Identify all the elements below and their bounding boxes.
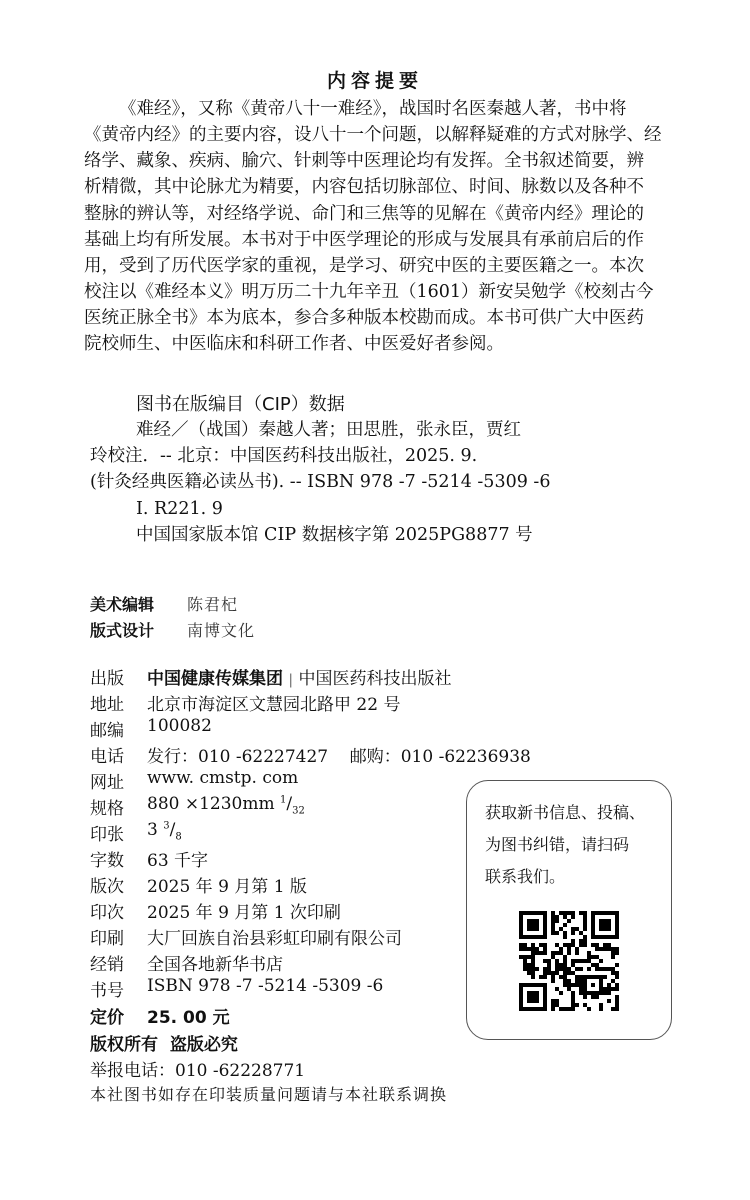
summary-line: 用，受到了历代医学家的重视，是学习、研究中医的主要医籍之一。本次 [84, 256, 644, 276]
summary-line: 整脉的辨认等，对经络学说、命门和三焦等的见解在《黄帝内经》理论的 [84, 204, 644, 224]
summary-line: 络学、藏象、疾病、腧穴、针刺等中医理论均有发挥。全书叙述简要，辨 [84, 151, 644, 171]
printer-label: 印刷 [90, 929, 124, 949]
edition-value: 2025 年 9 月第 1 版 [147, 877, 307, 897]
summary-line: 《难经》，又称《黄帝八十一难经》，战国时名医秦越人著，书中将 [119, 99, 627, 119]
summary-line: 医统正脉全书》本为底本，参合多种版本校勘而成。本书可供广大中医药 [84, 308, 644, 328]
format-denominator: 32 [292, 805, 305, 817]
wordcount-value: 63 千字 [147, 851, 209, 871]
qr-contact-box [466, 780, 672, 1040]
publisher-line [147, 664, 452, 689]
publisher-name: 中国医药科技出版社 [298, 669, 452, 689]
qr-text-line: 获取新书信息、投稿、 [485, 803, 646, 822]
price-label: 定价 [90, 1008, 124, 1028]
distributor-value: 全国各地新华书店 [147, 955, 283, 975]
cip-line: 中国国家版本馆 CIP 数据核字第 2025PG8877 号 [136, 525, 533, 545]
printing-label: 印次 [90, 903, 124, 923]
price-value: 25. 00 元 [147, 1008, 230, 1028]
format-value: 880 ×1230mm $^1/_{32}$ [147, 794, 305, 817]
publisher-separator: | [288, 672, 294, 688]
address-value: 北京市海淀区文慧园北路甲 22 号 [147, 695, 401, 715]
sheets-whole: 3 [147, 820, 158, 840]
staff-label-art-editor: 美术编辑 [90, 595, 155, 614]
wordcount-label: 字数 [90, 851, 124, 871]
summary-title: 内容提要 [326, 70, 423, 92]
format-label: 规格 [90, 799, 124, 819]
isbn-label: 书号 [90, 981, 124, 1001]
sheets-numerator: 3 [163, 820, 170, 832]
staff-label-layout: 版式设计 [90, 621, 155, 640]
summary-line: 校注以《难经本义》明万历二十九年辛丑（1601）新安吴勉学《校刻古今 [84, 282, 654, 302]
publisher-group: 中国健康传媒集团 [147, 669, 283, 689]
summary-line: 院校师生、中医临床和科研工作者、中医爱好者参阅。 [84, 334, 504, 354]
summary-line: 析精微，其中论脉尤为精要，内容包括切脉部位、时间、脉数以及各种不 [84, 177, 644, 197]
cip-line: 玲校注．-- 北京：中国医药科技出版社，2025. 9. [90, 446, 478, 466]
cip-title: 图书在版编目（CIP）数据 [136, 394, 345, 415]
postcode-value: 100082 [147, 716, 212, 736]
cip-line: (针灸经典医籍必读丛书). -- ISBN 978 -7 -5214 -5309 -6 [90, 472, 551, 492]
cip-line: Ⅰ. R221. 9 [136, 499, 223, 519]
qr-code[interactable] [519, 911, 619, 1011]
cip-line: 难经／（战国）秦越人著；田思胜，张永臣，贾红 [136, 420, 521, 440]
format-base: 880 ×1230mm [147, 794, 275, 814]
phone-label: 电话 [90, 747, 124, 767]
website-value: www. cmstp. com [147, 768, 299, 788]
printing-value: 2025 年 9 月第 1 次印刷 [147, 903, 341, 923]
report-phone: 举报电话：010 -62228771 [90, 1061, 306, 1081]
quality-notice: 本社图书如存在印装质量问题请与本社联系调换 [90, 1085, 448, 1104]
distributor-label: 经销 [90, 955, 124, 975]
printer-value: 大厂回族自治县彩虹印刷有限公司 [147, 929, 402, 949]
isbn-value: ISBN 978 -7 -5214 -5309 -6 [147, 976, 384, 996]
summary-line: 基础上均有所发展。本书对于中医学理论的形成与发展具有承前启后的作 [84, 230, 644, 250]
staff-value-art-editor: 陈君杞 [187, 595, 239, 614]
qr-text-line: 联系我们。 [485, 867, 566, 886]
sheets-value: 3 $^3/_8$ [147, 820, 182, 843]
copyright-notice: 版权所有 盗版必究 [90, 1035, 238, 1055]
summary-line: 《黄帝内经》的主要内容，设八十一个问题，以解释疑难的方式对脉学、经 [84, 125, 662, 145]
website-label: 网址 [90, 773, 124, 793]
sheets-label: 印张 [90, 825, 124, 845]
publisher-label: 出版 [90, 669, 124, 689]
edition-label: 版次 [90, 877, 124, 897]
postcode-label: 邮编 [90, 721, 124, 741]
format-numerator: 1 [280, 794, 287, 806]
phone-value: 发行：010 -62227427 邮购：010 -62236938 [147, 747, 531, 767]
sheets-denominator: 8 [175, 831, 182, 843]
staff-value-layout: 南博文化 [187, 621, 256, 640]
address-label: 地址 [90, 695, 124, 715]
qr-text-line: 为图书纠错，请扫码 [485, 835, 630, 854]
